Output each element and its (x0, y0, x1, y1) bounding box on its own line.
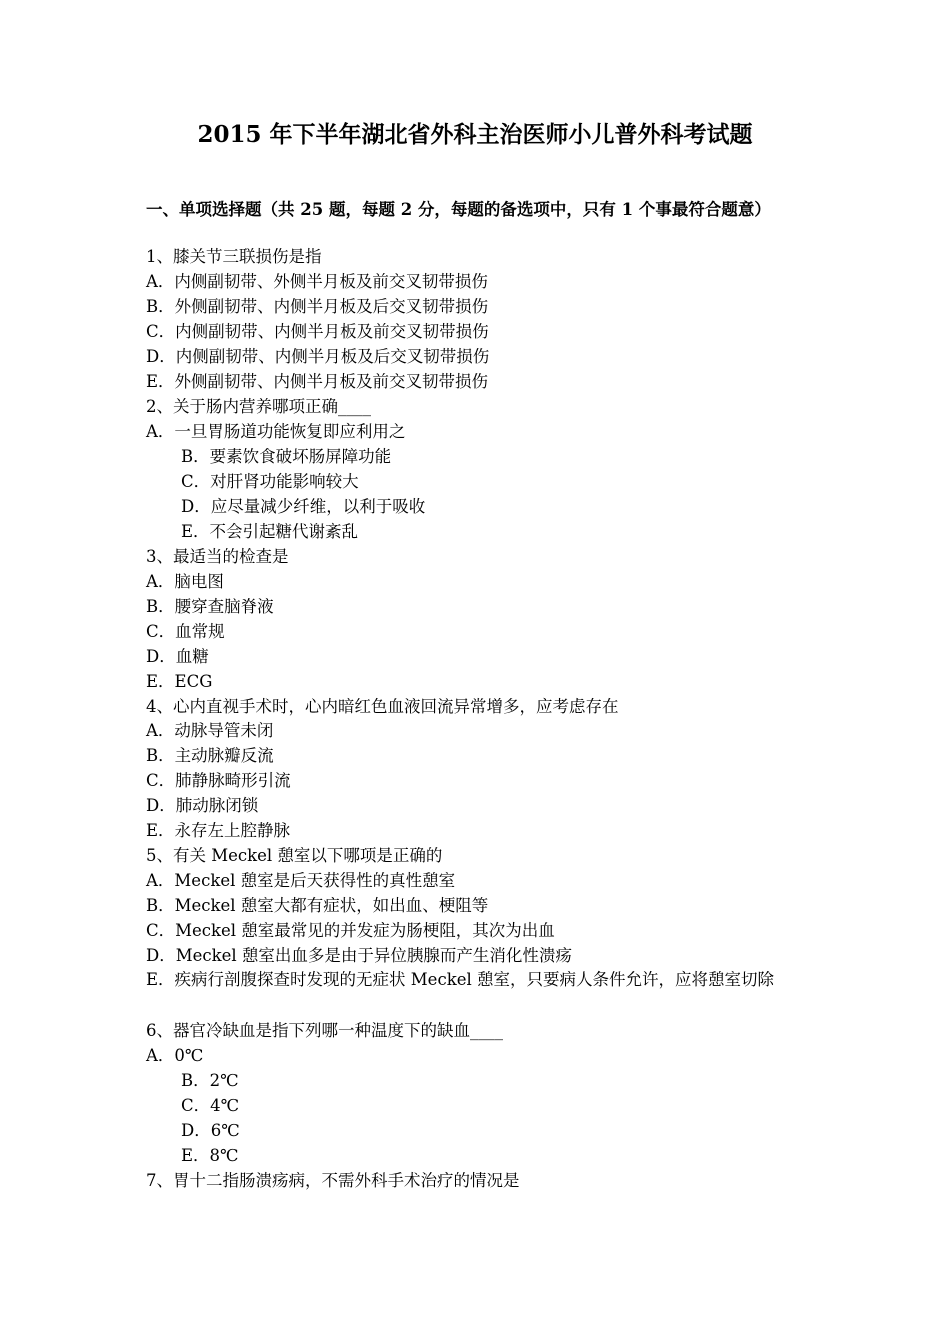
document-title: 2015 年下半年湖北省外科主治医师小儿普外科考试题 (197, 121, 753, 148)
option-item: C．4℃ (181, 1096, 240, 1115)
question-stem: 1、膝关节三联损伤是指 (146, 247, 322, 266)
option-item: B．2℃ (181, 1071, 239, 1090)
option-item: A．动脉导管未闭 (146, 721, 274, 740)
option-item: B．腰穿查脑脊液 (146, 597, 274, 616)
option-item: B．Meckel 憩室大都有症状，如出血、梗阻等 (146, 896, 489, 915)
option-item: A．Meckel 憩室是后天获得性的真性憩室 (146, 871, 456, 890)
option-item: A．0℃ (146, 1046, 204, 1065)
option-item: C．Meckel 憩室最常见的并发症为肠梗阻，其次为出血 (146, 921, 555, 940)
option-item: B．主动脉瓣反流 (146, 746, 274, 765)
option-item: A．内侧副韧带、外侧半月板及前交叉韧带损伤 (146, 272, 488, 291)
section-heading: 一、单项选择题（共 25 题，每题 2 分，每题的备选项中，只有 1 个事最符合题意） (146, 200, 771, 219)
option-item: E．疾病行剖腹探查时发现的无症状 Meckel 憩室，只要病人条件允许，应将憩室切除 (146, 970, 774, 989)
question-stem: 6、器官冷缺血是指下列哪一种温度下的缺血____ (146, 1021, 503, 1040)
question-stem: 4、心内直视手术时，心内暗红色血液回流异常增多，应考虑存在 (146, 697, 619, 716)
option-item: E．永存左上腔静脉 (146, 821, 291, 840)
option-item: E．ECG (146, 672, 213, 691)
option-item: C．内侧副韧带、内侧半月板及前交叉韧带损伤 (146, 322, 489, 341)
option-item: D．6℃ (181, 1121, 240, 1140)
question-stem: 2、关于肠内营养哪项正确____ (146, 397, 371, 416)
question-stem: 7、胃十二指肠溃疡病，不需外科手术治疗的情况是 (146, 1171, 520, 1190)
option-item: C．肺静脉畸形引流 (146, 771, 291, 790)
option-item: B．要素饮食破坏肠屏障功能 (181, 447, 392, 466)
question-stem: 3、最适当的检查是 (146, 547, 289, 566)
option-item: B．外侧副韧带、内侧半月板及后交叉韧带损伤 (146, 297, 489, 316)
option-item: E．8℃ (181, 1146, 239, 1165)
option-item: D．肺动脉闭锁 (146, 796, 259, 815)
option-item: A．脑电图 (146, 572, 224, 591)
option-item: D．Meckel 憩室出血多是由于异位胰腺而产生消化性溃疡 (146, 946, 572, 965)
option-item: C．血常规 (146, 622, 225, 641)
option-item: D．血糖 (146, 647, 209, 666)
option-item: A．一旦胃肠道功能恢复即应利用之 (146, 422, 406, 441)
option-item: C．对肝肾功能影响较大 (181, 472, 359, 491)
question-stem: 5、有关 Meckel 憩室以下哪项是正确的 (146, 846, 443, 865)
option-item: D．内侧副韧带、内侧半月板及后交叉韧带损伤 (146, 347, 490, 366)
option-item: E．不会引起糖代谢紊乱 (181, 522, 359, 541)
option-item: D．应尽量减少纤维，以利于吸收 (181, 497, 426, 516)
option-item: E．外侧副韧带、内侧半月板及前交叉韧带损伤 (146, 372, 489, 391)
